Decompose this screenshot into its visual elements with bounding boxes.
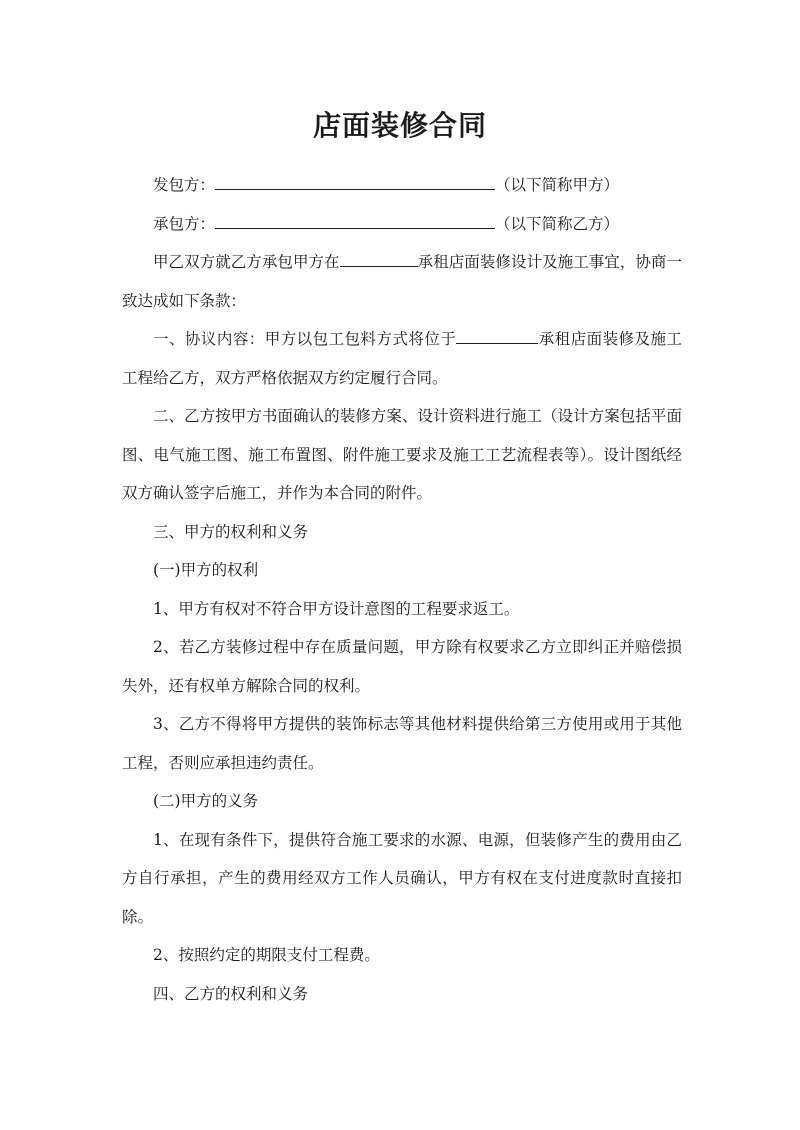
- duty-1: 1、在现有条件下，提供符合施工要求的水源、电源，但装修产生的费用由乙方自行承担，产生的费用经双方工作人员确认，甲方有权在支付进度款时直接扣除。: [122, 830, 682, 926]
- document-title: 店面装修合同: [312, 109, 487, 142]
- intro-paragraph: [122, 243, 682, 320]
- clause-1: [122, 320, 682, 397]
- clause-2: 二、乙方按甲方书面确认的装修方案、设计资料进行施工（设计方案包括平面图、电气施工图、施工布置图、附件施工要求及施工工艺流程表等）。设计图纸经双方确认签字后施工，并作为本合同的附件。: [122, 407, 682, 502]
- intro-text-a: 甲乙双方就乙方承包甲方在: [153, 253, 340, 271]
- clause-1-text-b: 承租店面装修及施工工程给乙方，双方严格依据双方约定履行合同。: [122, 330, 682, 387]
- party-a-blank: [215, 171, 495, 190]
- party-a-label: 发包方：: [153, 176, 216, 194]
- clause-3-heading: 三、甲方的权利和义务: [153, 522, 309, 541]
- rights-heading: (一)甲方的权利: [153, 561, 259, 579]
- duties-heading: (二)甲方的义务: [153, 792, 259, 810]
- contract-body: [122, 166, 682, 1013]
- right-1: 1、甲方有权对不符合甲方设计意图的工程要求返工。: [153, 599, 520, 618]
- party-b-line: [122, 205, 682, 244]
- intro-text-b: 承租店面装修设计及施工事宜，协商一致达成如下条款：: [122, 253, 682, 310]
- party-b-note: （以下简称乙方）: [495, 214, 620, 233]
- address-blank: [456, 325, 538, 344]
- party-b-label: 承包方：: [153, 214, 216, 233]
- party-b-blank: [215, 210, 495, 229]
- clause-1-text-a: 一、协议内容：甲方以包工包料方式将位于: [153, 330, 457, 348]
- right-3: 3、乙方不得将甲方提供的装饰标志等其他材料提供给第三方使用或用于其他工程，否则应承担违约责任。: [122, 715, 682, 772]
- party-a-note: （以下简称甲方）: [495, 176, 620, 194]
- location-blank: [340, 248, 418, 267]
- clause-4-heading: 四、乙方的权利和义务: [153, 984, 309, 1003]
- duty-2: 2、按照约定的期限支付工程费。: [153, 946, 380, 964]
- right-2: 2、若乙方装修过程中存在质量问题，甲方除有权要求乙方立即纠正并赔偿损失外，还有权单方解除合同的权利。: [122, 638, 682, 695]
- party-a-line: [122, 166, 682, 205]
